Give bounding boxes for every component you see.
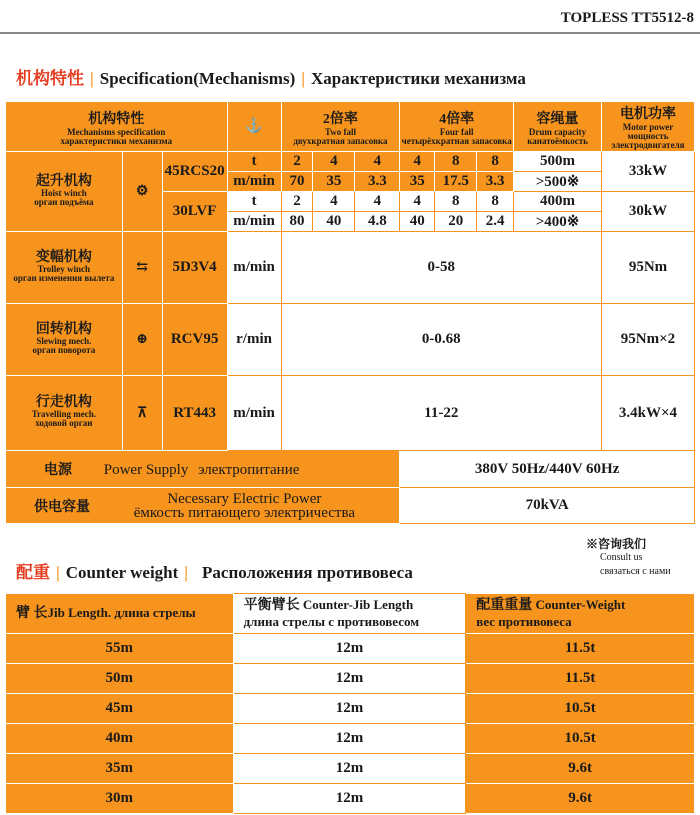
trolley-icon: ⇆	[136, 260, 149, 275]
cj-en: Counter-Jib Length	[302, 597, 414, 612]
cj-ru: длина стрелы с противовесом	[243, 614, 420, 629]
cw-weight: 11.5t	[466, 664, 695, 694]
cell: 4	[400, 152, 435, 172]
trolley-unit: m/min	[227, 232, 281, 304]
cw-weight: 10.5t	[466, 724, 695, 754]
cw-weight: 11.5t	[466, 634, 695, 664]
cw-title-cn: 配重	[16, 563, 50, 582]
travel-icon-cell	[122, 376, 162, 451]
cell: 2	[281, 192, 313, 212]
cell: 4	[400, 192, 435, 212]
travel-unit: m/min	[227, 376, 281, 451]
fall2-ru: двухкратная запасовка	[293, 135, 388, 146]
fall2-cn: 2倍率	[322, 111, 358, 127]
fall2-header	[281, 102, 400, 152]
drum-header	[514, 102, 602, 152]
jib-cn: 臂 长	[16, 606, 48, 621]
hook-icon: ⚓	[245, 119, 263, 134]
hoist-m1-drum2: >500※	[514, 172, 602, 192]
cell: 8	[477, 192, 514, 212]
drum-ru: канатоёмкость	[527, 135, 588, 146]
consult-note	[586, 537, 671, 579]
travel-cn: 行走机构	[35, 395, 92, 410]
model-title: TOPLESS TT5512-8	[560, 10, 694, 26]
cell: 3.3	[355, 172, 400, 192]
hoist-m2-unit1: t	[227, 192, 281, 212]
hoist-icon-cell	[122, 152, 162, 232]
spec-section-title	[16, 64, 526, 89]
power-supply-ru: электропитание	[198, 462, 300, 478]
mech-header	[6, 102, 228, 152]
slewing-unit: r/min	[227, 304, 281, 376]
cw-jib: 50m	[6, 664, 234, 694]
cell: 4.8	[355, 212, 400, 232]
cw-weight: 9.6t	[466, 754, 695, 784]
cw-title-ru: Расположения противовеса	[202, 563, 413, 582]
counter-weight-header	[466, 594, 695, 634]
cw-jib: 30m	[6, 784, 234, 814]
title-divider: |	[301, 69, 305, 88]
cell: 35	[400, 172, 435, 192]
necessary-power-value: 70kVA	[400, 488, 695, 524]
mech-header-ru: характеристики механизма	[60, 135, 173, 146]
hoist-m1-drum1: 500m	[514, 152, 602, 172]
cell: 35	[313, 172, 355, 192]
jib-en: Jib Length.	[47, 605, 112, 620]
cell: 2	[281, 152, 313, 172]
necessary-power-cn: 供电容量	[34, 499, 90, 515]
drum-en: Drum capacity	[528, 126, 587, 137]
power-supply-cn: 电源	[44, 463, 72, 478]
hoist-label	[6, 152, 123, 232]
slewing-label	[6, 304, 123, 376]
hook-icon-cell	[227, 102, 281, 152]
travel-power: 3.4kW×4	[601, 376, 694, 451]
hoist-m2-drum2: >400※	[514, 212, 602, 232]
power-supply-label	[6, 451, 400, 488]
motor-ru: мощность электродвигателя	[611, 131, 685, 150]
cw-weight: 9.6t	[466, 784, 695, 814]
hoist-m1-unit1: t	[227, 152, 281, 172]
slewing-icon: ⊕	[136, 332, 149, 347]
cw-counter-jib: 12m	[233, 694, 466, 724]
spec-title-cn: 机构特性	[16, 69, 84, 88]
cw-section-title	[16, 558, 413, 583]
w-ru: вес противовеса	[476, 614, 572, 629]
cell: 70	[281, 172, 313, 192]
jib-ru: длина стрелы	[114, 605, 196, 620]
cw-counter-jib: 12m	[233, 724, 466, 754]
mech-header-en: Mechanisms specification	[67, 126, 166, 137]
cw-counter-jib: 12m	[233, 784, 466, 814]
counter-jib-header	[233, 594, 466, 634]
cw-jib: 35m	[6, 754, 234, 784]
consult-cn: ※咨询我们	[586, 537, 647, 551]
consult-ru: связаться с нами	[600, 566, 671, 577]
cell: 4	[355, 192, 400, 212]
header-rule	[0, 32, 700, 34]
power-supply-en: Power Supply	[103, 462, 189, 478]
slewing-ru: орган поворота	[32, 344, 96, 355]
cell: 40	[400, 212, 435, 232]
necessary-power-ru: ёмкость питающего электричества	[133, 504, 355, 521]
cell: 8	[477, 152, 514, 172]
cw-counter-jib: 12m	[233, 754, 466, 784]
travel-en: Travelling mech.	[31, 409, 97, 419]
travel-label	[6, 376, 123, 451]
trolley-model: 5D3V4	[162, 232, 227, 304]
motor-cn: 电机功率	[619, 107, 676, 122]
cw-counter-jib: 12m	[233, 634, 466, 664]
cell: 17.5	[435, 172, 477, 192]
trolley-label	[6, 232, 123, 304]
trolley-cn: 变幅机构	[35, 249, 92, 265]
cw-weight: 10.5t	[466, 694, 695, 724]
hoist-m2-drum1: 400m	[514, 192, 602, 212]
trolley-ru: орган изменения вылета	[13, 272, 115, 283]
rail-icon: ⊼	[137, 405, 148, 421]
hoist-m1-unit2: m/min	[227, 172, 281, 192]
table-row	[6, 784, 695, 814]
w-en: Counter-Weight	[535, 597, 626, 612]
title-divider: |	[90, 69, 94, 88]
trolley-range: 0-58	[281, 232, 601, 304]
winch-icon: ⚙	[135, 184, 149, 199]
power-supply-value: 380V 50Hz/440V 60Hz	[400, 451, 695, 488]
title-divider: |	[56, 563, 60, 582]
hoist-m2-power: 30kW	[601, 192, 694, 232]
slewing-cn: 回转机构	[35, 321, 92, 337]
cw-jib: 40m	[6, 724, 234, 754]
cw-jib: 55m	[6, 634, 234, 664]
travel-range: 11-22	[281, 376, 601, 451]
slewing-icon-cell	[122, 304, 162, 376]
table-row	[6, 694, 695, 724]
mech-header-cn: 机构特性	[88, 111, 145, 127]
necessary-power-en: Necessary Electric Power	[167, 490, 322, 507]
cell: 2.4	[477, 212, 514, 232]
spec-title-ru: Характеристики механизма	[310, 69, 526, 88]
hoist-m2-unit2: m/min	[227, 212, 281, 232]
hoist-m1-model: 45RCS20	[162, 152, 227, 192]
motor-header	[601, 102, 694, 152]
cw-jib: 45m	[6, 694, 234, 724]
fall2-en: Two fall	[324, 126, 356, 137]
fall4-en: Four fall	[439, 126, 474, 137]
trolley-en: Trolley winch	[37, 263, 91, 274]
cell: 80	[281, 212, 313, 232]
cell: 40	[313, 212, 355, 232]
cw-counter-jib: 12m	[233, 664, 466, 694]
trolley-icon-cell	[122, 232, 162, 304]
jib-length-header	[6, 594, 234, 634]
trolley-power: 95Nm	[601, 232, 694, 304]
fall4-ru: четырёхкратная запасовка	[401, 135, 512, 146]
counterweight-table	[5, 593, 695, 814]
cell: 8	[435, 192, 477, 212]
slewing-range: 0-0.68	[281, 304, 601, 376]
cell: 4	[355, 152, 400, 172]
fall4-cn: 4倍率	[439, 111, 475, 127]
cw-title-en: Counter weight	[65, 563, 179, 582]
slewing-model: RCV95	[162, 304, 227, 376]
consult-en: Consult us	[600, 552, 643, 563]
hoist-m1-power: 33kW	[601, 152, 694, 192]
table-row	[6, 664, 695, 694]
drum-cn: 容绳量	[536, 111, 579, 127]
fall4-header	[400, 102, 514, 152]
title-divider: |	[184, 563, 189, 582]
hoist-ru: орган подъёма	[34, 196, 94, 207]
hoist-cn: 起升机构	[35, 173, 92, 189]
travel-model: RT443	[162, 376, 227, 451]
hoist-m2-model: 30LVF	[162, 192, 227, 232]
slewing-en: Slewing mech.	[36, 335, 92, 346]
motor-en: Motor power	[622, 122, 674, 132]
cell: 8	[435, 152, 477, 172]
cell: 4	[313, 192, 355, 212]
spec-title-en: Specification(Mechanisms)	[99, 69, 296, 88]
necessary-power-label	[6, 488, 400, 524]
spec-table	[5, 101, 695, 524]
cell: 4	[313, 152, 355, 172]
travel-ru: ходовой орган	[35, 418, 93, 428]
hoist-en: Hoist winch	[40, 187, 87, 198]
table-row	[6, 754, 695, 784]
w-cn: 配重重量	[476, 598, 533, 613]
table-row	[6, 724, 695, 754]
table-row	[6, 634, 695, 664]
slewing-power: 95Nm×2	[601, 304, 694, 376]
cell: 3.3	[477, 172, 514, 192]
cell: 20	[435, 212, 477, 232]
cj-cn: 平衡臂长	[243, 598, 300, 613]
